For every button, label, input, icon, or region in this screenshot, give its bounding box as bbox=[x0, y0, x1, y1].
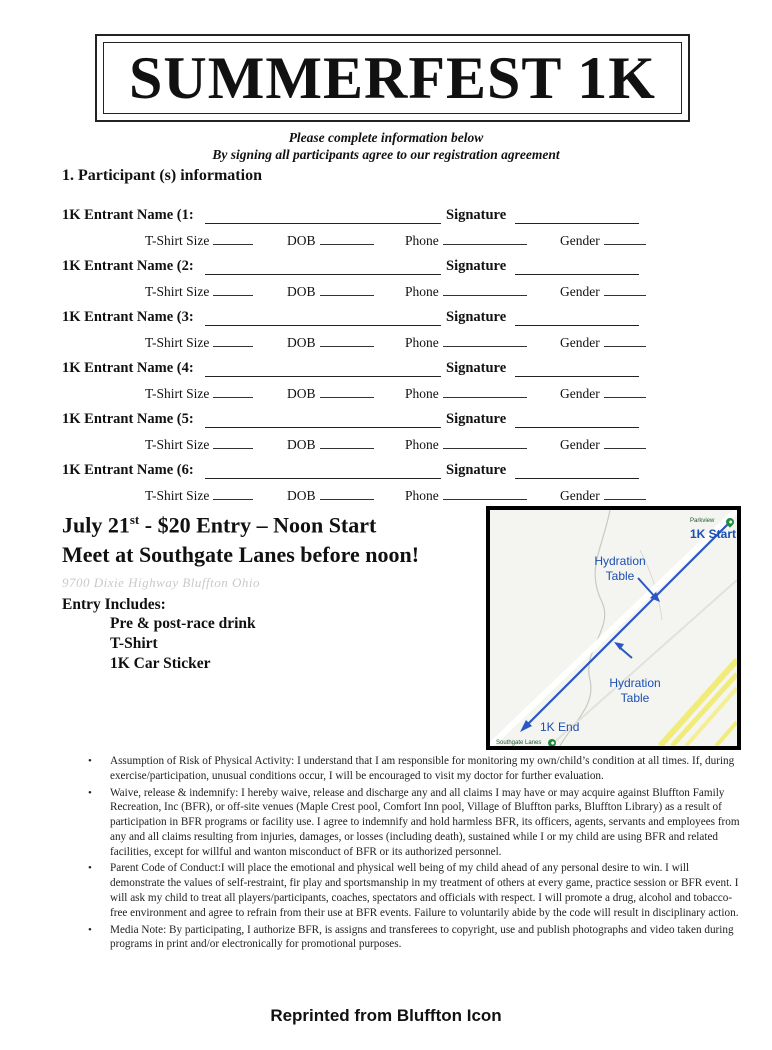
phone-label: Phone bbox=[405, 386, 439, 401]
event-date: July 21 bbox=[62, 512, 130, 538]
gender-field[interactable] bbox=[560, 284, 646, 300]
gender-label: Gender bbox=[560, 335, 600, 350]
entrant-row-1 bbox=[62, 207, 507, 227]
bullet-icon: • bbox=[88, 755, 92, 767]
dob-label: DOB bbox=[287, 335, 316, 350]
phone-field[interactable] bbox=[405, 437, 527, 453]
entrant-label: 1K Entrant Name (5: bbox=[62, 411, 194, 427]
signature-field[interactable] bbox=[515, 364, 639, 377]
title-inner-frame bbox=[103, 42, 682, 114]
gender-label: Gender bbox=[560, 233, 600, 248]
section-heading: 1. Participant (s) information bbox=[62, 167, 262, 184]
phone-field[interactable] bbox=[405, 233, 527, 249]
phone-label: Phone bbox=[405, 233, 439, 248]
entrant-row-6 bbox=[62, 462, 507, 482]
terms-list bbox=[88, 754, 740, 954]
dob-label: DOB bbox=[287, 437, 316, 452]
dob-field[interactable] bbox=[287, 284, 374, 300]
form-title: SUMMERFEST 1K bbox=[129, 45, 656, 111]
tshirt-size-field[interactable] bbox=[145, 437, 253, 453]
tshirt-label: T-Shirt Size bbox=[145, 284, 210, 299]
terms-item bbox=[88, 861, 740, 920]
terms-item bbox=[88, 754, 740, 784]
intro-line-2: By signing all participants agree to our registration agreement bbox=[212, 147, 560, 162]
terms-text: Assumption of Risk of Physical Activity: I understand that I am responsible for monitoring my own/child’s condition at all times. If, during exercise/participation, unusual conditions occur, I will be encouraged to visit my doctor for further evaluation. bbox=[110, 755, 735, 782]
entrant-label: 1K Entrant Name (3: bbox=[62, 309, 194, 325]
entrant-row-4 bbox=[62, 360, 507, 380]
tshirt-size-field[interactable] bbox=[145, 488, 253, 504]
route-map bbox=[486, 506, 741, 750]
dob-field[interactable] bbox=[287, 386, 374, 402]
entrant-label: 1K Entrant Name (6: bbox=[62, 462, 194, 478]
gender-label: Gender bbox=[560, 284, 600, 299]
entrant-name-field[interactable] bbox=[205, 313, 441, 326]
phone-label: Phone bbox=[405, 437, 439, 452]
start-label: 1K Start bbox=[690, 527, 737, 541]
entrant-row-2 bbox=[62, 258, 507, 278]
dob-field[interactable] bbox=[287, 335, 374, 351]
reprint-credit: Reprinted from Bluffton Icon bbox=[270, 1006, 502, 1025]
tshirt-size-field[interactable] bbox=[145, 284, 253, 300]
bullet-icon: • bbox=[88, 862, 92, 875]
end-label: 1K End bbox=[540, 720, 580, 734]
dob-field[interactable] bbox=[287, 437, 374, 453]
gender-field[interactable] bbox=[560, 335, 646, 351]
phone-label: Phone bbox=[405, 488, 439, 503]
route-map-graphic bbox=[490, 510, 737, 746]
signature-label: Signature bbox=[446, 411, 507, 427]
dob-field[interactable] bbox=[287, 488, 374, 504]
signature-field[interactable] bbox=[515, 262, 639, 275]
phone-field[interactable] bbox=[405, 386, 527, 402]
dob-field[interactable] bbox=[287, 233, 374, 249]
terms-item bbox=[88, 786, 740, 860]
tshirt-size-field[interactable] bbox=[145, 233, 253, 249]
signature-field[interactable] bbox=[515, 415, 639, 428]
include-item: Pre & post-race drink bbox=[110, 615, 256, 632]
tshirt-label: T-Shirt Size bbox=[145, 335, 210, 350]
terms-item bbox=[88, 923, 740, 953]
gender-field[interactable] bbox=[560, 386, 646, 402]
tshirt-label: T-Shirt Size bbox=[145, 437, 210, 452]
entrant-label: 1K Entrant Name (2: bbox=[62, 258, 194, 274]
tshirt-label: T-Shirt Size bbox=[145, 386, 210, 401]
gender-field[interactable] bbox=[560, 437, 646, 453]
entrant-row-5 bbox=[62, 411, 507, 431]
start-place-label: Parkview bbox=[690, 518, 715, 524]
include-item: T-Shirt bbox=[110, 635, 158, 652]
event-date-line bbox=[62, 512, 376, 538]
end-place-label: Southgate Lanes bbox=[496, 740, 542, 746]
dob-label: DOB bbox=[287, 488, 316, 503]
include-item: 1K Car Sticker bbox=[110, 655, 211, 672]
title-frame bbox=[95, 34, 690, 122]
entrant-name-field[interactable] bbox=[205, 466, 441, 479]
event-address: 9700 Dixie Highway Bluffton Ohio bbox=[62, 575, 260, 590]
dob-label: DOB bbox=[287, 284, 316, 299]
entrant-label: 1K Entrant Name (4: bbox=[62, 360, 194, 376]
gender-label: Gender bbox=[560, 437, 600, 452]
signature-label: Signature bbox=[446, 258, 507, 274]
entrant-name-field[interactable] bbox=[205, 211, 441, 224]
event-details: - $20 Entry – Noon Start bbox=[139, 512, 377, 538]
signature-field[interactable] bbox=[515, 211, 639, 224]
dob-label: DOB bbox=[287, 386, 316, 401]
terms-text: Media Note: By participating, I authorize BFR, is assigns and transferees to copyright, use and publish photographs and video taken during programs in print and/or electronically for promotional purposes. bbox=[110, 923, 734, 951]
dob-label: DOB bbox=[287, 233, 316, 248]
tshirt-size-field[interactable] bbox=[145, 386, 253, 402]
gender-field[interactable] bbox=[560, 488, 646, 504]
phone-field[interactable] bbox=[405, 335, 527, 351]
tshirt-size-field[interactable] bbox=[145, 335, 253, 351]
signature-label: Signature bbox=[446, 360, 507, 376]
signature-field[interactable] bbox=[515, 313, 639, 326]
phone-label: Phone bbox=[405, 284, 439, 299]
gender-field[interactable] bbox=[560, 233, 646, 249]
phone-label: Phone bbox=[405, 335, 439, 350]
tshirt-label: T-Shirt Size bbox=[145, 488, 210, 503]
tshirt-label: T-Shirt Size bbox=[145, 233, 210, 248]
entrant-name-field[interactable] bbox=[205, 415, 441, 428]
hydration-label-top: Hydration Table bbox=[594, 554, 646, 583]
intro-line-1: Please complete information below bbox=[288, 130, 484, 145]
meet-location: Meet at Southgate Lanes before noon! bbox=[62, 542, 420, 567]
entrant-row-3 bbox=[62, 309, 507, 329]
gender-label: Gender bbox=[560, 488, 600, 503]
signature-field[interactable] bbox=[515, 466, 639, 479]
phone-field[interactable] bbox=[405, 488, 527, 504]
gender-label: Gender bbox=[560, 386, 600, 401]
terms-text: Parent Code of Conduct:I will place the emotional and physical well being of my child ahead of any personal desire to win. I will demonstrate the values of self-restraint, fir play and sportsmanship in my treatment of others at every game, practice session or BFR event. I will ask my child to treat all players/participants, coaches, spectators and officials with respect. I will promote a drug, alcohol and tobacco-free environment and agree to refrain from their use at BFR events. Failure to voluntarily abide by the code will result in disciplinary action. bbox=[110, 862, 739, 919]
entrant-name-field[interactable] bbox=[205, 262, 441, 275]
bullet-icon: • bbox=[88, 923, 92, 936]
signature-label: Signature bbox=[446, 309, 507, 325]
signature-label: Signature bbox=[446, 207, 507, 223]
event-date-suffix: st bbox=[129, 512, 140, 527]
terms-text: Waive, release & indemnify: I hereby waive, release and discharge any and all claims I may have or may acquire against Bluffton Family Recreation, Inc (BFR), or off-site venues (Maple Crest pool, Comfort Inn pool, Village of Bluffton parks, Bluffton Library) as a result of participation in BFR programs or facility use. I agree to indemnify and hold harmless BFR, its officers, agents, servants and employees from any and all claims resulting from injuries, damages, or losses (including death), sustained while I or my child are using BFR and related facilities, except for willful and wanton misconduct of BFR or its authorized personnel. bbox=[110, 786, 740, 858]
entrant-name-field[interactable] bbox=[205, 364, 441, 377]
entrant-label: 1K Entrant Name (1: bbox=[62, 207, 194, 223]
signature-label: Signature bbox=[446, 462, 507, 478]
includes-heading: Entry Includes: bbox=[62, 596, 166, 613]
hydration-label-bottom: Hydration Table bbox=[609, 676, 661, 705]
bullet-icon: • bbox=[88, 786, 92, 799]
phone-field[interactable] bbox=[405, 284, 527, 300]
